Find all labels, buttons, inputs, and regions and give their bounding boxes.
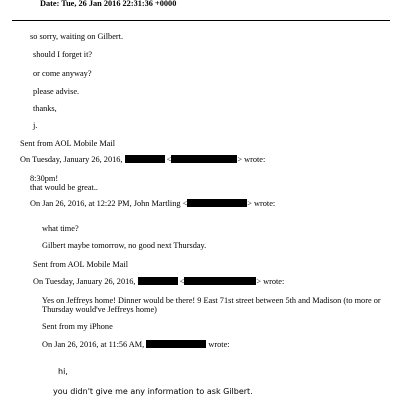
quote-bracket: < (179, 277, 185, 286)
body-line: Thursday would've Jeffreys home) (42, 305, 157, 314)
body-line: so sorry, waiting on Gilbert. (30, 32, 124, 41)
quote-header (33, 277, 284, 287)
signature-aol: Sent from AOL Mobile Mail (20, 139, 116, 148)
body-line: thanks, (33, 104, 57, 113)
quote-bracket: < (166, 155, 172, 164)
body-line: 8:30pm! (30, 174, 59, 183)
quote-header-text: On Tuesday, January 26, 2016, (33, 277, 136, 286)
body-line: Gilbert maybe tomorrow, no good next Thursday. (42, 241, 207, 250)
quote-header-text: On Jan 26, 2016, at 11:56 AM, (42, 340, 145, 349)
quote-header-text: On Jan 26, 2016, at 12:22 PM, John Martling < (30, 199, 188, 208)
redaction-box (146, 340, 206, 348)
redaction-box (125, 155, 165, 163)
quote-header (20, 155, 265, 165)
body-line: please advise. (33, 87, 80, 96)
date-header (40, 0, 176, 9)
body-line: that would be great.. (30, 183, 98, 192)
quote-header (30, 199, 275, 209)
body-line: or come anyway? (33, 69, 92, 78)
quote-wrote: > wrote: (237, 155, 266, 164)
body-line: Yes on Jeffreys home! Dinner would be there! 9 East 71st street between 5th and Madison (to more or (42, 296, 381, 305)
redaction-box (184, 277, 256, 285)
body-line: hi, (58, 367, 68, 376)
redaction-box (138, 277, 178, 285)
signature-iphone: Sent from my iPhone (42, 322, 113, 331)
date-label: Date: (40, 0, 60, 8)
redaction-box (171, 155, 237, 163)
quote-header (42, 340, 230, 350)
body-line: j. (33, 121, 38, 130)
quote-wrote: > wrote: (256, 277, 285, 286)
quote-wrote: > wrote: (247, 199, 276, 208)
body-line: you didn't give me any information to ask Gilbert. (53, 387, 253, 396)
body-line: should I forget it? (33, 50, 93, 59)
date-value: Tue, 26 Jan 2016 22:31:36 +0000 (61, 0, 177, 8)
header-rule (12, 20, 390, 21)
quote-wrote: wrote: (208, 340, 230, 349)
body-line: what time? (42, 224, 79, 233)
quote-header-text: On Tuesday, January 26, 2016, (20, 155, 123, 164)
redaction-box (187, 199, 247, 207)
signature-aol: Sent from AOL Mobile Mail (33, 260, 129, 269)
